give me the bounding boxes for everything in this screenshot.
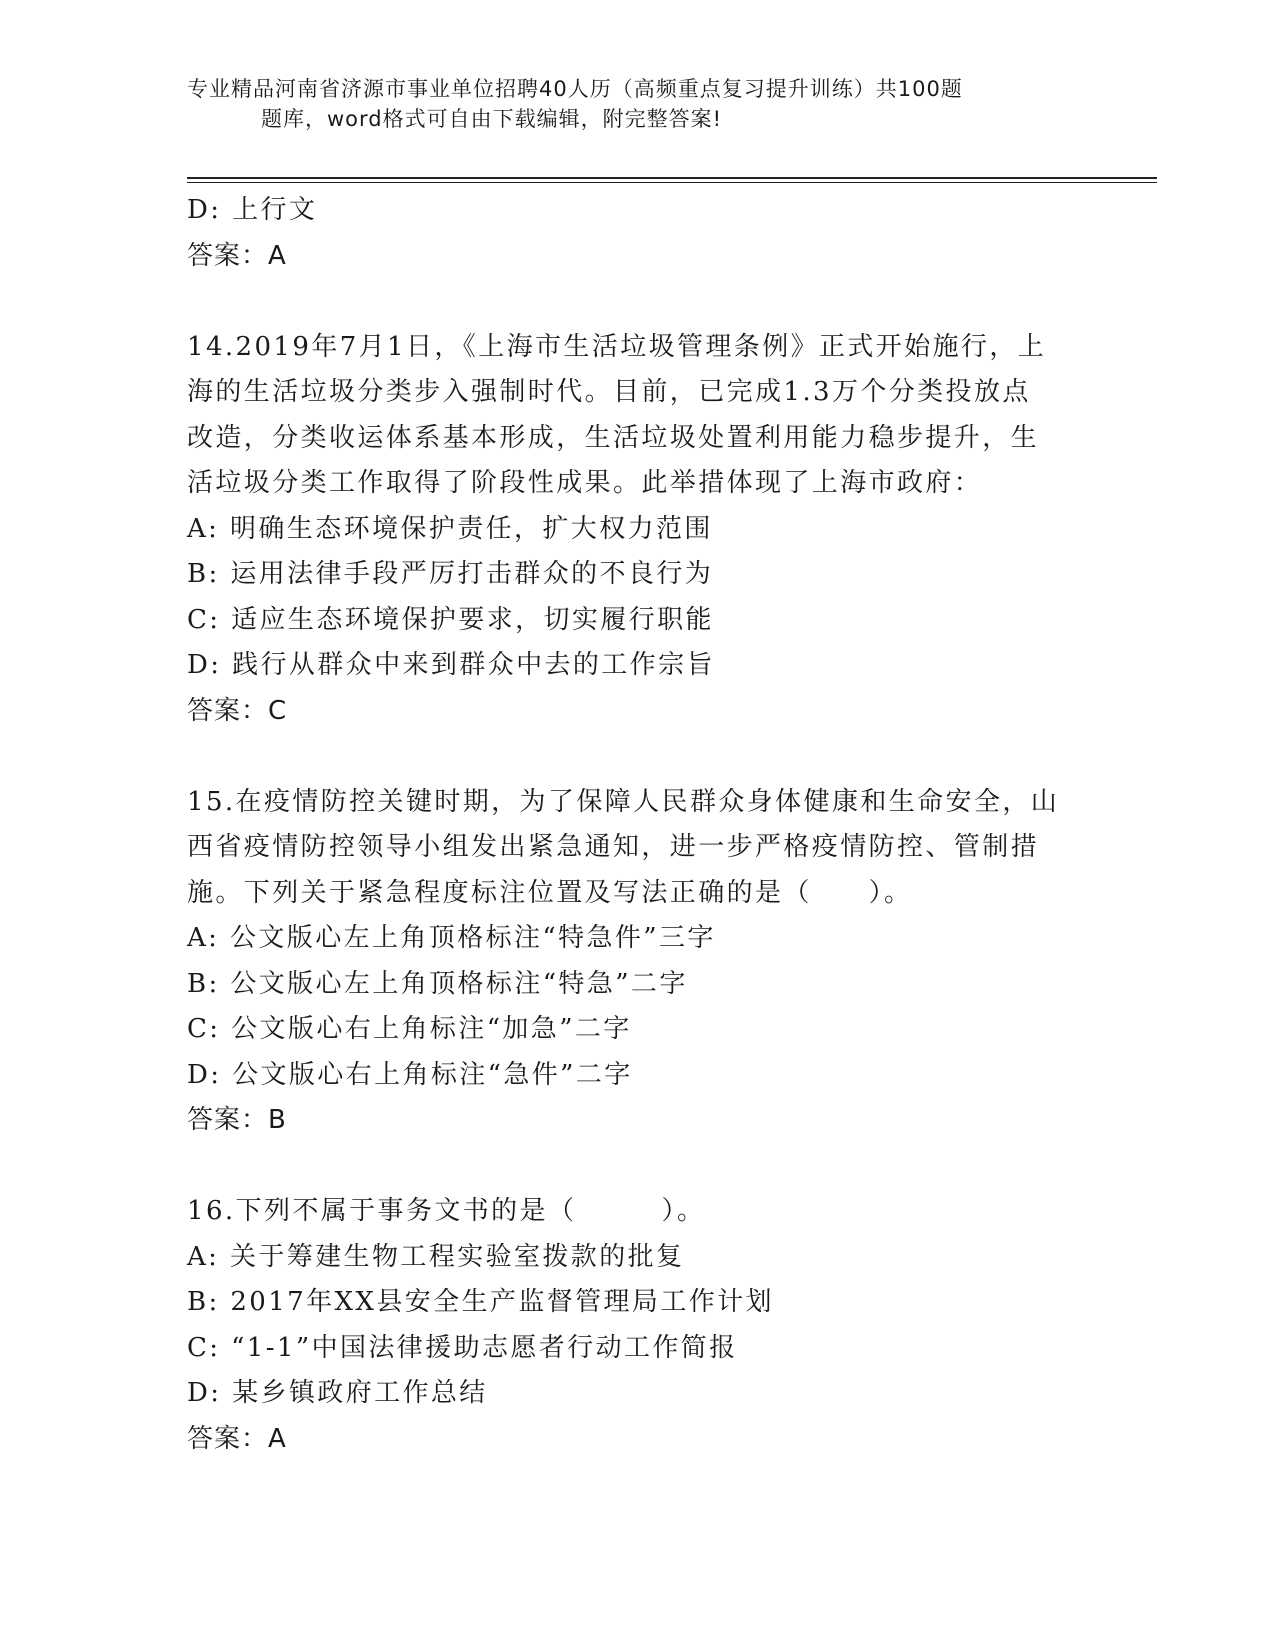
q16-option-b: B: 2017年XX县安全生产监督管理局工作计划 xyxy=(187,1287,774,1317)
q14-option-b: B: 运用法律手段严厉打击群众的不良行为 xyxy=(187,559,714,589)
q15-option-c: C: 公文版心右上角标注“加急”二字 xyxy=(187,1014,632,1044)
header-title-line-1: 专业精品河南省济源市事业单位招聘40人历（高频重点复习提升训练）共100题 xyxy=(187,77,963,101)
q14-stem-line: 海的生活垃圾分类步入强制时代。目前，已完成1.3万个分类投放点 xyxy=(187,377,1031,407)
q16-stem-line: 16.下列不属于事务文书的是（ ）。 xyxy=(187,1196,706,1226)
q13-option-d: D: 上行文 xyxy=(187,195,318,225)
q15-option-a: A: 公文版心左上角顶格标注“特急件”三字 xyxy=(187,923,716,953)
header-rule-thick xyxy=(187,177,1157,179)
document-header xyxy=(187,74,1087,134)
question-spacer xyxy=(187,734,1087,780)
q16-option-a: A: 关于筹建生物工程实验室拨款的批复 xyxy=(187,1241,685,1272)
q15-stem-line: 施。下列关于紧急程度标注位置及写法正确的是（ ）。 xyxy=(187,877,913,908)
question-spacer xyxy=(187,1144,1087,1190)
q14-stem-line: 14.2019年7月1日，《上海市生活垃圾管理条例》正式开始施行，上 xyxy=(187,331,1047,362)
q15-option-b: B: 公文版心左上角顶格标注“特急”二字 xyxy=(187,968,688,999)
question-14 xyxy=(187,325,1087,735)
q15-option-d: D: 公文版心右上角标注“急件”二字 xyxy=(187,1059,633,1090)
document-body xyxy=(187,188,1087,1462)
q13-answer: 答案：A xyxy=(187,240,287,271)
q15-stem-line: 15.在疫情防控关键时期，为了保障人民群众身体健康和生命安全，山 xyxy=(187,786,1060,817)
q14-option-a: A: 明确生态环境保护责任，扩大权力范围 xyxy=(187,513,713,544)
header-title-line-2: 题库，word格式可自由下载编辑，附完整答案! xyxy=(261,107,723,131)
q16-option-d: D: 某乡镇政府工作总结 xyxy=(187,1378,488,1408)
q16-option-c: C: “1-1”中国法律援助志愿者行动工作简报 xyxy=(187,1332,738,1363)
question-spacer xyxy=(187,279,1087,325)
q15-answer: 答案：B xyxy=(187,1105,287,1135)
q15-stem-line: 西省疫情防控领导小组发出紧急通知，进一步严格疫情防控、管制措 xyxy=(187,832,1040,862)
question-15 xyxy=(187,780,1087,1144)
q14-stem-line: 活垃圾分类工作取得了阶段性成果。此举措体现了上海市政府： xyxy=(187,468,983,498)
q14-option-d: D: 践行从群众中来到群众中去的工作宗旨 xyxy=(187,650,715,680)
question-16 xyxy=(187,1189,1087,1462)
q14-answer: 答案：C xyxy=(187,695,288,726)
q14-stem-line: 改造，分类收运体系基本形成，生活垃圾处置利用能力稳步提升，生 xyxy=(187,422,1040,453)
q16-answer: 答案：A xyxy=(187,1423,287,1454)
header-rule-thin xyxy=(187,182,1157,183)
q14-option-c: C: 适应生态环境保护要求，切实履行职能 xyxy=(187,604,714,635)
